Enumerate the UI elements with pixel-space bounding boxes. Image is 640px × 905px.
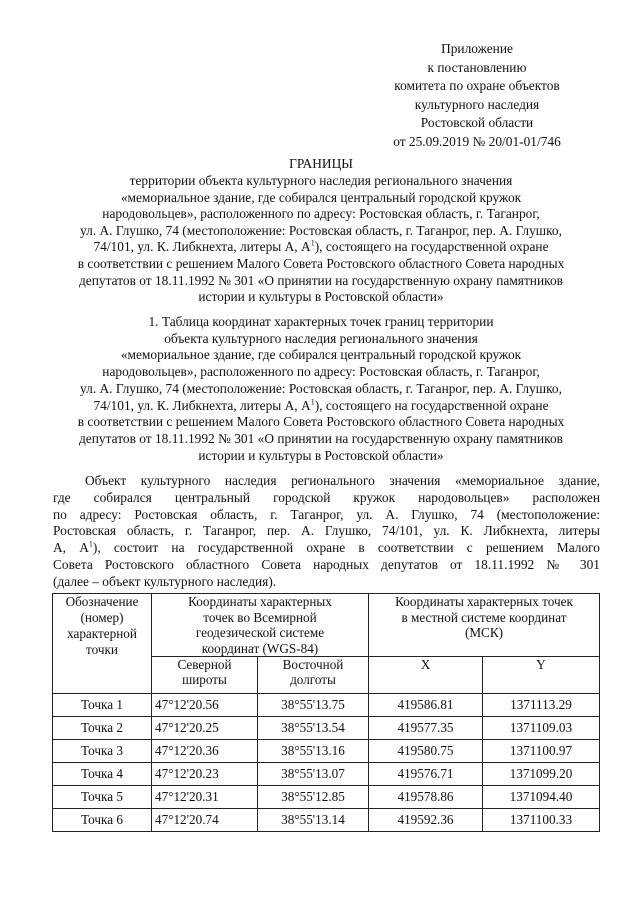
header-text: геодезической системе xyxy=(195,625,325,640)
cell-point: Точка 5 xyxy=(53,786,152,809)
header-text: точки xyxy=(86,642,118,657)
cell-point: Точка 6 xyxy=(53,809,152,832)
header-text: характерной xyxy=(67,626,137,641)
title-line: в соответствии с решением Малого Совета Ростовского областного Совета народных xyxy=(77,255,565,271)
cell-latitude: 47°12'20.36 xyxy=(152,740,258,763)
cell-y: 1371094.40 xyxy=(483,786,600,809)
header-y: Y xyxy=(483,657,600,694)
appendix-line: Ростовской области xyxy=(420,115,534,131)
header-text: Северной xyxy=(177,657,232,672)
paragraph-line: Совета Ростовского областного Совета народных депутатов от 18.11.1992 № 301 xyxy=(53,556,600,572)
header-text: широты xyxy=(182,672,227,687)
caption-line: «мемориальное здание, где собирался центральный городской кружок xyxy=(120,347,522,363)
header-text: в местной системе координат xyxy=(401,609,567,625)
document-title xyxy=(60,155,582,306)
header-x: X xyxy=(369,657,483,694)
cell-longitude: 38°55'13.75 xyxy=(258,694,369,717)
cell-x: 419592.36 xyxy=(369,809,483,832)
cell-point: Точка 1 xyxy=(53,694,152,717)
cell-x: 419578.86 xyxy=(369,786,483,809)
table-row xyxy=(53,717,600,740)
title-line: депутатов от 18.11.1992 № 301 «О принятии на государственную охрану памятников xyxy=(78,272,563,288)
coordinates-table xyxy=(52,593,600,832)
header-point-name xyxy=(53,594,152,694)
header-text: Координаты характерных xyxy=(188,594,332,609)
cell-point: Точка 2 xyxy=(53,717,152,740)
cell-x: 419586.81 xyxy=(369,694,483,717)
table-row xyxy=(53,786,600,809)
cell-y: 1371100.97 xyxy=(483,740,600,763)
cell-longitude: 38°55'12.85 xyxy=(258,786,369,809)
cell-y: 1371109.03 xyxy=(483,717,600,740)
cell-point: Точка 4 xyxy=(53,763,152,786)
table-row xyxy=(53,763,600,786)
cell-y: 1371100.33 xyxy=(483,809,600,832)
table-row xyxy=(53,694,600,717)
paragraph-line: Объект культурного наследия регионального значения «мемориальное здание, xyxy=(85,473,600,488)
table-caption xyxy=(60,314,582,464)
caption-text: 74/101, ул. К. Либкнехта, литеры А, А xyxy=(93,397,311,413)
description-paragraph xyxy=(53,473,600,591)
paragraph-text: А, А xyxy=(53,540,89,556)
appendix-header xyxy=(362,40,592,152)
superscript: 1 xyxy=(88,539,93,549)
paragraph-line xyxy=(53,540,600,557)
title-text: 74/101, ул. К. Либкнехта, литеры А, А xyxy=(93,239,311,255)
title-line: «мемориальное здание, где собирался центральный городской кружок xyxy=(120,189,522,205)
caption-line xyxy=(60,398,582,415)
cell-longitude: 38°55'13.07 xyxy=(258,763,369,786)
header-text: точек во Всемирной xyxy=(203,609,317,625)
cell-latitude: 47°12'20.25 xyxy=(152,717,258,740)
appendix-line: Приложение xyxy=(441,41,513,56)
caption-line: народовольцев», расположенного по адресу: Ростовская область, г. Таганрог, xyxy=(102,364,540,380)
title-line: ул. А. Глушко, 74 (местоположение: Ростовская область, г. Таганрог, пер. А. Глушко, xyxy=(80,222,562,238)
caption-line: истории и культуры в Ростовской области» xyxy=(198,447,444,463)
header-text: Восточной xyxy=(282,657,344,672)
cell-longitude: 38°55'13.16 xyxy=(258,740,369,763)
title-line: народовольцев», расположенного по адресу: Ростовская область, г. Таганрог, xyxy=(102,206,540,222)
cell-longitude: 38°55'13.54 xyxy=(258,717,369,740)
appendix-line: к постановлению xyxy=(427,59,527,75)
caption-line: ул. А. Глушко, 74 (местоположение: Ростовская область, г. Таганрог, пер. А. Глушко, xyxy=(80,380,562,396)
superscript: 1 xyxy=(310,397,315,407)
appendix-line: культурного наследия xyxy=(414,96,540,112)
header-longitude xyxy=(258,657,369,694)
title-line xyxy=(60,239,582,256)
header-text: долготы xyxy=(290,672,336,687)
title-line: истории и культуры в Ростовской области» xyxy=(198,289,444,305)
header-msk xyxy=(369,594,600,657)
cell-point: Точка 3 xyxy=(53,740,152,763)
appendix-line: от 25.09.2019 № 20/01-01/746 xyxy=(393,133,561,149)
header-wgs xyxy=(152,594,369,657)
cell-longitude: 38°55'13.14 xyxy=(258,809,369,832)
cell-x: 419576.71 xyxy=(369,763,483,786)
paragraph-line: (далее – объект культурного наследия). xyxy=(53,573,277,589)
paragraph-line: Ростовская область, г. Таганрог, пер. А. Глушко, 74/101, ул. К. Либкнехта, литеры xyxy=(53,523,600,539)
header-text: (номер) xyxy=(80,610,124,625)
title-heading: ГРАНИЦЫ xyxy=(289,156,353,171)
caption-text: ), состоящего на государственной охране xyxy=(314,397,549,413)
appendix-line: комитета по охране объектов xyxy=(394,78,560,94)
paragraph-text: ), состоит на государственной охране в соответствии с решением Малого xyxy=(92,540,600,556)
cell-latitude: 47°12'20.74 xyxy=(152,809,258,832)
table-row xyxy=(53,809,600,832)
caption-line: в соответствии с решением Малого Совета Ростовского областного Совета народных xyxy=(77,414,565,430)
header-text: координат (WGS-84) xyxy=(201,640,319,656)
cell-y: 1371113.29 xyxy=(483,694,600,717)
header-text: Координаты характерных точек xyxy=(395,594,573,609)
paragraph-line: по адресу: Ростовская область, г. Таганрог, ул. А. Глушко, 74 (местоположение: xyxy=(53,506,600,522)
header-latitude xyxy=(152,657,258,694)
title-line: территории объекта культурного наследия регионального значения xyxy=(129,173,513,188)
cell-y: 1371099.20 xyxy=(483,763,600,786)
cell-latitude: 47°12'20.56 xyxy=(152,694,258,717)
title-text: ), состоящего на государственной охране xyxy=(314,239,549,255)
paragraph-line: где собирался центральный городской кружок народовольцев» расположен xyxy=(53,489,600,505)
header-text: (МСК) xyxy=(464,625,504,640)
cell-latitude: 47°12'20.23 xyxy=(152,763,258,786)
cell-x: 419580.75 xyxy=(369,740,483,763)
caption-line: депутатов от 18.11.1992 № 301 «О принятии на государственную охрану памятников xyxy=(78,430,563,446)
superscript: 1 xyxy=(310,238,315,248)
header-text: Обозначение xyxy=(65,594,139,609)
cell-latitude: 47°12'20.31 xyxy=(152,786,258,809)
table-row xyxy=(53,740,600,763)
caption-line: 1. Таблица координат характерных точек границ территории xyxy=(148,314,494,329)
caption-line: объекта культурного наследия регионального значения xyxy=(164,330,478,346)
cell-x: 419577.35 xyxy=(369,717,483,740)
